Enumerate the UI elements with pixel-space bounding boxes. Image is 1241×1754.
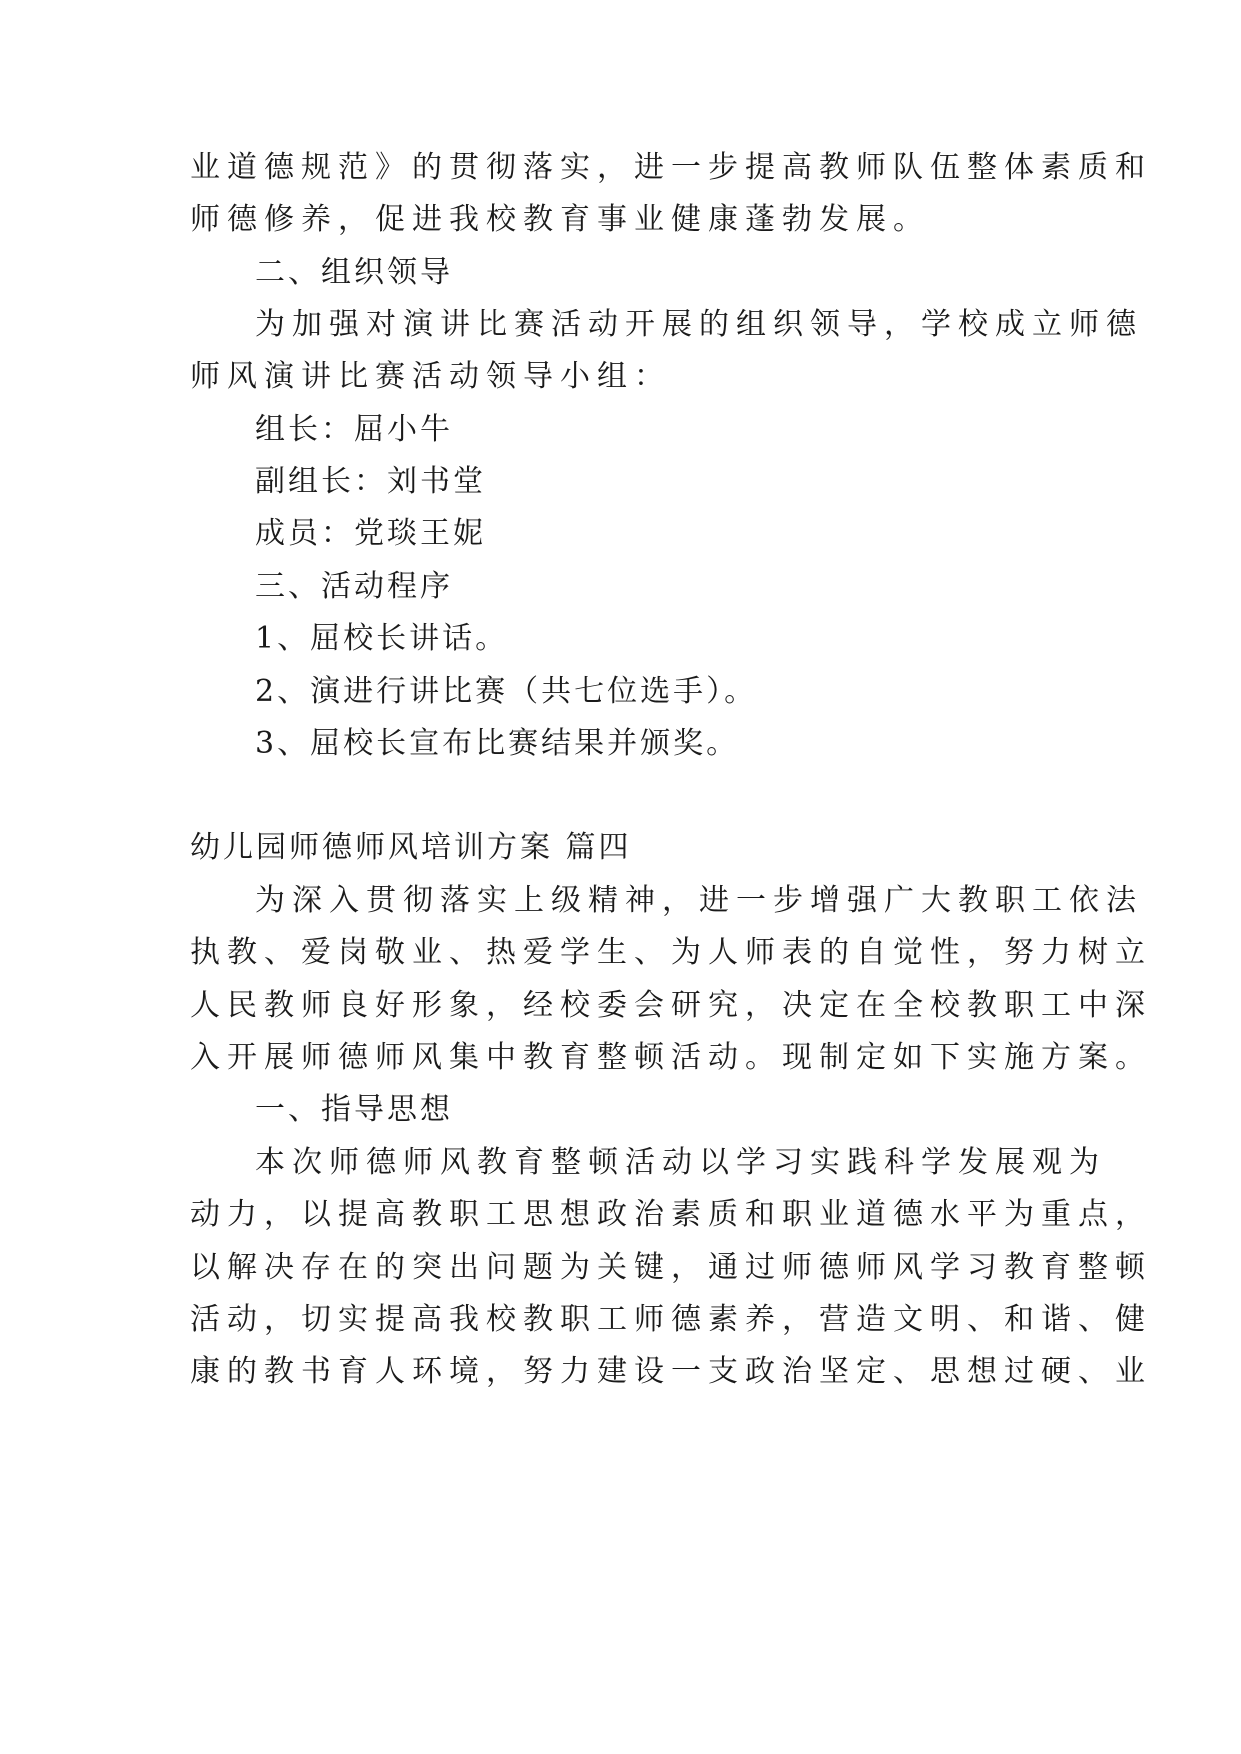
body-text-line: 以解决存在的突出问题为关键，通过师德师风学习教育整顿 <box>190 1250 1152 1285</box>
section-heading-organization: 二、组织领导 <box>255 255 453 290</box>
body-text-line: 业道德规范》的贯彻落实，进一步提高教师队伍整体素质和 <box>190 150 1152 185</box>
body-text-line: 本次师德师风教育整顿活动以学习实践科学发展观为 <box>255 1145 1106 1180</box>
body-text-line: 为加强对演讲比赛活动开展的组织领导，学校成立师德 <box>255 307 1143 342</box>
procedure-step: 1、屈校长讲话。 <box>255 621 509 656</box>
deputy-leader-line: 副组长：刘书堂 <box>255 464 486 499</box>
document-title: 幼儿园师德师风培训方案 篇四 <box>190 830 632 865</box>
section-heading-procedure: 三、活动程序 <box>255 569 453 604</box>
procedure-step: 3、屈校长宣布比赛结果并颁奖。 <box>255 726 740 761</box>
procedure-step: 2、演进行讲比赛（共七位选手）。 <box>255 674 758 709</box>
body-text-line: 入开展师德师风集中教育整顿活动。现制定如下实施方案。 <box>190 1040 1152 1075</box>
body-text-line: 康的教书育人环境，努力建设一支政治坚定、思想过硬、业 <box>190 1354 1152 1389</box>
body-text-line: 执教、爱岗敬业、热爱学生、为人师表的自觉性，努力树立 <box>190 935 1152 970</box>
section-heading-guiding-thought: 一、指导思想 <box>255 1092 453 1127</box>
body-text-line: 动力，以提高教职工思想政治素质和职业道德水平为重点， <box>190 1197 1152 1232</box>
body-text-line: 师风演讲比赛活动领导小组： <box>190 359 671 394</box>
body-text-line: 为深入贯彻落实上级精神，进一步增强广大教职工依法 <box>255 883 1143 918</box>
body-text-line: 活动，切实提高我校教职工师德素养，营造文明、和谐、健 <box>190 1302 1152 1337</box>
body-text-line: 人民教师良好形象，经校委会研究，决定在全校教职工中深 <box>190 988 1152 1023</box>
body-text-line: 师德修养，促进我校教育事业健康蓬勃发展。 <box>190 202 930 237</box>
group-leader-line: 组长：屈小牛 <box>255 412 453 447</box>
members-line: 成员：党琰王妮 <box>255 516 486 551</box>
